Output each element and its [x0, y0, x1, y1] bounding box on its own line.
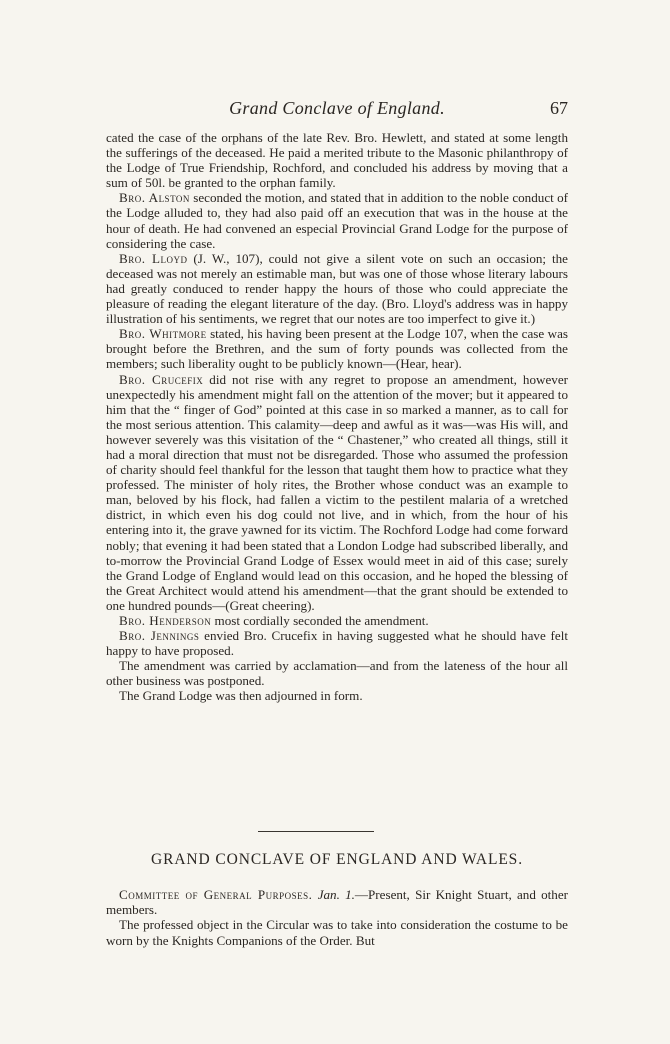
speaker-name: Bro. Alston — [119, 190, 190, 206]
paragraph-text: The Grand Lodge was then adjourned in form. — [119, 688, 363, 704]
paragraph-text: stated, his having been present at the Lodge 107, when the case was brought before the Brethren, and the sum of forty pounds was collected from the members; such liberality ought to be publicly known—(Hear, hear). — [106, 326, 568, 372]
paragraph-text: The amendment was carried by acclamation—and from the lateness of the hour all other business was postponed. — [106, 658, 568, 689]
paragraph-text: envied Bro. Crucefix in having suggested what he should have felt happy to have proposed. — [106, 628, 568, 659]
committee-name: Committee of General Purposes. — [119, 887, 313, 902]
paragraph-2 — [106, 190, 568, 250]
paragraph-text: cated the case of the orphans of the late Rev. Bro. Hewlett, and stated at some length the sufferings of the deceased. He paid a merited tribute to the Masonic philanthropy of the Lodge of True Friendship, Rochford, and concluded his address by moving that a sum of 50l. be granted to the orphan family. — [106, 130, 568, 191]
speaker-name: Bro. Whitmore — [119, 326, 207, 342]
paragraph-8 — [106, 658, 568, 688]
body-text — [106, 130, 568, 704]
paragraph-1 — [106, 130, 568, 190]
paragraph-text: The professed object in the Circular was to take into consideration the costume to be worn by the Knights Companions of the Order. But — [106, 917, 568, 948]
paragraph-4 — [106, 326, 568, 371]
section-divider — [258, 831, 374, 832]
speaker-name: Bro. Henderson — [119, 613, 212, 628]
section-paragraph-2 — [106, 917, 568, 947]
paragraph-7 — [106, 628, 568, 658]
paragraph-6 — [106, 613, 568, 628]
paragraph-text: (J. W., 107), could not give a silent vote on such an occasion; the deceased was not merely an estimable man, but was one of those whose literary labours had greatly conduced to render happy the hours of those who could appreciate the pleasure of reading the elegant literature of the day. (Bro. Lloyd's address was in happy illustration of his sentiments, we regret that our notes are too imperfect to give it.) — [106, 250, 568, 327]
paragraph-text: —Present, Sir Knight Stuart, and other members. — [106, 887, 568, 918]
section-paragraph-1 — [106, 887, 568, 917]
paragraph-text: most cordially seconded the amendment. — [211, 613, 429, 628]
paragraph-5 — [106, 372, 568, 614]
speaker-name: Bro. Lloyd — [119, 250, 188, 266]
paragraph-text: seconded the motion, and stated that in addition to the noble conduct of the Lodge alluded to, they had also paid off an execution that was in the house at the hour of death. He had convened an especial Provincial Grand Lodge for the purpose of considering the case. — [106, 190, 568, 251]
speaker-name: Bro. Crucefix — [119, 371, 204, 387]
meeting-date: Jan. 1. — [317, 887, 355, 902]
paragraph-text: did not rise with any regret to propose an amendment, however unexpectedly his amendment might fall on the attention of the mover; but it appeared to him that the “ finger of God” pointed at this case in so marked a manner, as to call for the most serious attention. This calamity—deep and awful as it was—was His will, and however severely was this visitation of the “ Chastener,” who created all things, still it had a moral direction that must not be disregarded. Those who assumed the profession of charity should feel thankful for the lesson that taught them how to practice what they professed. The minister of holy rites, the Brother whose conduct was an example to man, beloved by his flock, had fallen a victim to the pestilent malaria of a wretched district, in which even his dog could not live, and in which, from the hour of his entering into it, the grave yawned for its victim. The Rochford Lodge had come forward nobly; that evening it had been stated that a London Lodge had subscribed liberally, and to-morrow the Provincial Grand Lodge of Essex would meet in aid of this case; surely the Grand Lodge of England would lead on this occasion, and he hoped the blessing of the Great Architect would attend his amendment—that the grant should be extended to one hundred pounds—(Great cheering). — [106, 371, 568, 613]
section-title: GRAND CONCLAVE OF ENGLAND AND WALES. — [151, 851, 523, 868]
running-head — [106, 98, 568, 124]
section-body — [106, 887, 568, 948]
speaker-name: Bro. Jennings — [119, 628, 200, 644]
running-title: Grand Conclave of England. — [229, 98, 445, 118]
paragraph-3 — [106, 251, 568, 326]
page-number: 67 — [550, 98, 568, 118]
paragraph-9 — [106, 688, 568, 703]
